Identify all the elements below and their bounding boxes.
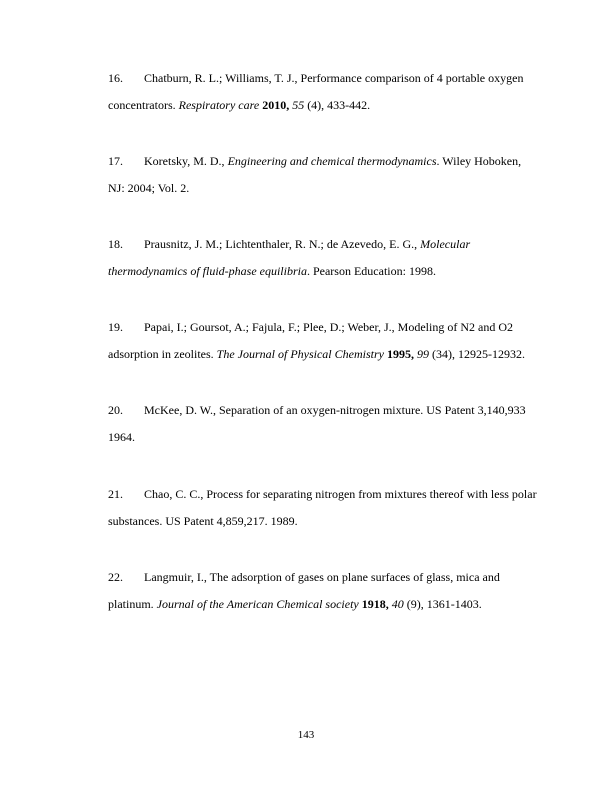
issue-pages: (9), 1361-1403. — [403, 596, 482, 611]
reference-21-line-1 — [108, 481, 540, 508]
reference-number: 16. — [108, 71, 123, 85]
reference-text: Papai, I.; Goursot, A.; Fajula, F.; Plee, D.; Weber, J., Modeling of N2 and O2 — [144, 320, 513, 334]
reference-16-line-1 — [108, 65, 540, 92]
reference-22-line-1 — [108, 564, 540, 591]
reference-17-line-2 — [108, 175, 540, 202]
reference-text: Prausnitz, J. M.; Lichtenthaler, R. N.; de Azevedo, E. G., — [144, 237, 421, 251]
book-title: thermodynamics of fluid-phase equilibria — [108, 263, 307, 278]
reference-21 — [108, 481, 540, 534]
reference-17 — [108, 148, 540, 201]
journal-title: Respiratory care — [178, 97, 260, 112]
reference-text: Chao, C. C., Process for separating nitrogen from mixtures thereof with less polar — [144, 487, 537, 501]
reference-17-line-1 — [108, 148, 540, 175]
reference-number: 19. — [108, 320, 123, 334]
volume: 40 — [391, 596, 404, 611]
reference-18 — [108, 231, 540, 284]
reference-number: 17. — [108, 154, 123, 168]
reference-text: . Wiley Hoboken, — [436, 154, 522, 168]
reference-text: NJ: 2004; Vol. 2. — [108, 180, 190, 195]
publication-year: 1995, — [386, 346, 414, 361]
reference-number: 20. — [108, 403, 123, 417]
publication-year: 2010, — [262, 97, 290, 112]
reference-text: McKee, D. W., Separation of an oxygen-nitrogen mixture. US Patent 3,140,933 — [144, 403, 526, 417]
issue-pages: (4), 433-442. — [304, 97, 371, 112]
reference-text: adsorption in zeolites. — [108, 346, 217, 361]
reference-number: 21. — [108, 487, 123, 501]
volume: 99 — [416, 346, 429, 361]
publication-year: 1918, — [361, 596, 389, 611]
reference-20-line-1 — [108, 397, 540, 424]
reference-22-line-2 — [108, 591, 540, 618]
reference-text: concentrators. — [108, 97, 179, 112]
reference-21-line-2 — [108, 508, 540, 535]
reference-text: Langmuir, I., The adsorption of gases on plane surfaces of glass, mica and — [144, 570, 500, 584]
reference-number: 22. — [108, 570, 123, 584]
reference-18-line-1 — [108, 231, 540, 258]
reference-text: 1964. — [108, 429, 135, 444]
reference-text: platinum. — [108, 596, 157, 611]
reference-16-line-2 — [108, 92, 540, 119]
reference-20 — [108, 397, 540, 450]
journal-title: The Journal of Physical Chemistry — [216, 346, 384, 361]
reference-20-line-2 — [108, 424, 540, 451]
book-title: Engineering and chemical thermodynamics — [227, 154, 437, 168]
reference-text: substances. US Patent 4,859,217. 1989. — [108, 513, 298, 528]
reference-text: Chatburn, R. L.; Williams, T. J., Performance comparison of 4 portable oxygen — [144, 71, 524, 85]
book-title: Molecular — [420, 237, 471, 251]
reference-16 — [108, 65, 540, 118]
volume: 55 — [292, 97, 305, 112]
issue-pages: (34), 12925-12932. — [428, 346, 525, 361]
reference-number: 18. — [108, 237, 123, 251]
reference-19-line-2 — [108, 341, 540, 368]
reference-text: . Pearson Education: 1998. — [306, 263, 436, 278]
reference-18-line-2 — [108, 258, 540, 285]
reference-19 — [108, 314, 540, 367]
journal-title: Journal of the American Chemical society — [156, 596, 359, 611]
page-number: 143 — [297, 729, 315, 741]
reference-text: Koretsky, M. D., — [144, 154, 228, 168]
reference-19-line-1 — [108, 314, 540, 341]
reference-22 — [108, 564, 540, 617]
